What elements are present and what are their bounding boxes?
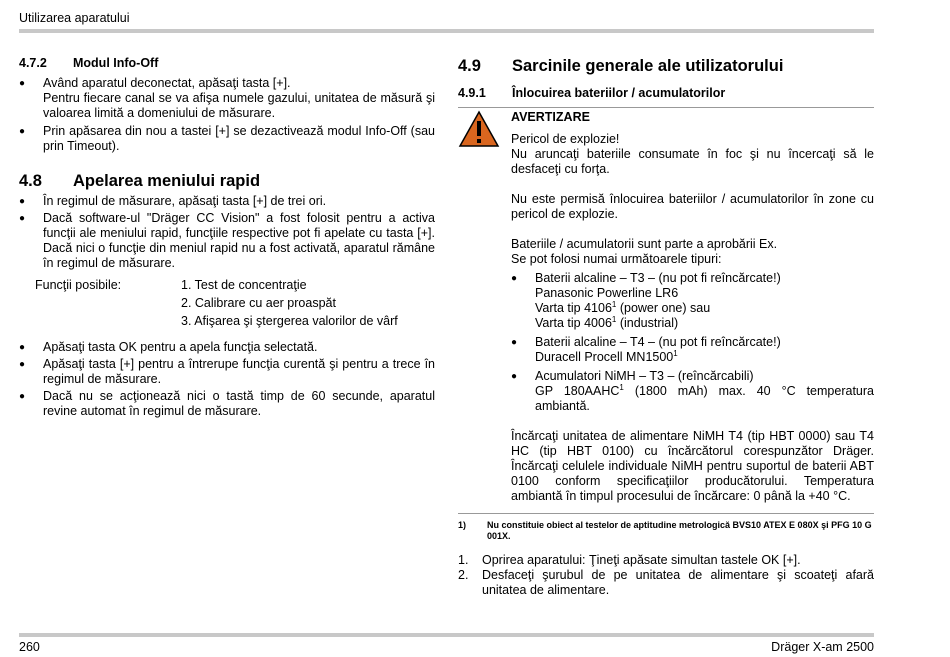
section-number: 4.8 bbox=[19, 172, 42, 190]
list-item-text: Pentru fiecare canal se va afişa numele gazului, unitatea de măsură şi valoarea limită a domeniului de măsurare. bbox=[43, 91, 435, 120]
list-item-text: ● În regimul de măsurare, apăsaţi tasta [+] de trei ori. bbox=[43, 194, 327, 208]
list-item-text: ● Apăsaţi tasta [+] pentru a întrerupe funcţia curentă şi pentru a trece în regimul de măsurare. bbox=[43, 357, 435, 386]
list-item bbox=[458, 568, 874, 598]
list-item bbox=[19, 124, 435, 154]
footnote bbox=[458, 513, 874, 542]
section-title: Sarcinile generale ale utilizatorului bbox=[512, 57, 784, 75]
step-text: Desfaceţi şurubul de pe unitatea de alimentare şi scoateţi afară unitatea de alimentare. bbox=[482, 568, 874, 597]
footnote-marker: 1) bbox=[458, 520, 467, 530]
warning-triangle-icon bbox=[458, 110, 511, 504]
list-item-text: ● Dacă nu se acţionează nici o tastă timp de 60 secunde, aparatul revine automat în regimul de măsurare. bbox=[43, 389, 435, 418]
step-text: Oprirea aparatului: Ţineţi apăsate simultan tastele OK [+]. bbox=[482, 553, 801, 567]
warning-text: Bateriile / acumulatorii sunt parte a aprobării Ex. bbox=[511, 237, 778, 251]
battery-type-text: Varta tip 4006$^1$ (industrial) bbox=[535, 314, 679, 330]
battery-type-text: Duracell Procell MN1500$^1$ bbox=[535, 348, 678, 364]
footnote-text: Nu constituie obiect al testelor de aptitudine metrologică BVS10 ATEX E 080X şi PFG 10 G 001X. bbox=[487, 520, 872, 541]
footer-rule bbox=[19, 633, 874, 637]
list-item bbox=[19, 389, 435, 419]
warning-text: Pericol de explozie! bbox=[511, 132, 620, 146]
section-title: Înlocuirea bateriilor / acumulatorilor bbox=[512, 86, 726, 100]
section-title: Modul Info-Off bbox=[73, 56, 159, 70]
header-rule bbox=[19, 29, 874, 33]
section-number: 4.9.1 bbox=[458, 86, 486, 100]
function-item: 3. Afişarea şi ştergerea valorilor de vârf bbox=[181, 314, 398, 328]
right-column bbox=[458, 56, 874, 598]
battery-type-text: ● Baterii alcaline – T4 – (nu pot fi reîncărcate!) bbox=[535, 335, 781, 349]
battery-type-text: Panasonic Powerline LR6 bbox=[535, 286, 679, 300]
list-item bbox=[19, 194, 435, 209]
warning-text: Încărcaţi unitatea de alimentare NiMH T4 (tip HBT 0000) sau T4 HC (tip HBT 0100) cu încărcătorul corespunzător Dräger. Încărcaţi celulele individuale NiMH pentru suportul de baterii ABT 0100 conform specificaţiilor producătorului. Temperatura ambiantă în timpul procesului de încărcare: 0 până la +40 °C. bbox=[511, 429, 874, 503]
section-number: 4.7.2 bbox=[19, 56, 47, 70]
step-number: 1. bbox=[458, 553, 469, 567]
section-4-9-1-heading bbox=[458, 86, 874, 101]
header-title: Utilizarea aparatului bbox=[19, 11, 130, 25]
warning-text: Nu este permisă înlocuirea bateriilor / acumulatorilor în zone cu pericol de explozie. bbox=[511, 192, 874, 221]
battery-type-text: ● Baterii alcaline – T3 – (nu pot fi reîncărcate!) bbox=[535, 271, 781, 285]
section-title: Apelarea meniului rapid bbox=[73, 172, 261, 190]
product-name: Dräger X-am 2500 bbox=[771, 640, 874, 654]
section-4-7-2-heading bbox=[19, 56, 435, 71]
warning-box bbox=[458, 107, 874, 504]
section-4-8-heading bbox=[19, 171, 435, 191]
page-number: 260 bbox=[19, 640, 40, 654]
warning-title: AVERTIZARE bbox=[511, 110, 590, 124]
battery-type-text: ● Acumulatori NiMH – T3 – (reîncărcabili) bbox=[535, 369, 754, 383]
functions-label: Funcţii posibile: bbox=[35, 278, 122, 292]
battery-type-item bbox=[511, 369, 874, 414]
battery-type-item bbox=[511, 335, 874, 365]
steps-list bbox=[458, 553, 874, 598]
list-item-text: ● Având aparatul deconectat, apăsaţi tasta [+]. bbox=[43, 76, 291, 90]
list-item bbox=[458, 553, 874, 568]
section-number: 4.9 bbox=[458, 57, 481, 75]
step-number: 2. bbox=[458, 568, 469, 582]
list-item-text: ● Apăsaţi tasta OK pentru a apela funcţia selectată. bbox=[43, 340, 318, 354]
left-column bbox=[19, 56, 435, 419]
warning-text: Nu aruncaţi bateriile consumate în foc şi nu încercaţi să le desfaceţi cu forţa. bbox=[511, 147, 874, 176]
battery-type-item bbox=[511, 271, 874, 331]
section-4-9-heading bbox=[458, 56, 874, 76]
list-item bbox=[19, 211, 435, 271]
list-item bbox=[19, 340, 435, 355]
function-item: 1. Test de concentraţie bbox=[181, 278, 307, 292]
warning-text: Se pot folosi numai următoarele tipuri: bbox=[511, 252, 722, 266]
list-item-text: ● Dacă software-ul "Dräger CC Vision" a fost folosit pentru a activa funcţii ale meniului rapid, funcţiile respective pot fi apelate cu tasta [+]. Dacă nici o funcţie din meniul rapid nu a fost activată, aparatul rămâne în regimul de măsurare. bbox=[43, 211, 435, 270]
list-item bbox=[19, 357, 435, 387]
battery-type-text: Varta tip 4106$^1$ (power one) sau bbox=[535, 299, 711, 315]
function-item: 2. Calibrare cu aer proaspăt bbox=[181, 296, 336, 310]
list-item-text: ● Prin apăsarea din nou a tastei [+] se dezactivează modul Info-Off (sau prin Timeout). bbox=[43, 124, 435, 153]
battery-type-text: GP 180AAHC$^1$ (1800 mAh) max. 40 °C temperatura ambiantă. bbox=[535, 382, 874, 413]
functions-table bbox=[19, 278, 435, 332]
list-item bbox=[19, 76, 435, 121]
